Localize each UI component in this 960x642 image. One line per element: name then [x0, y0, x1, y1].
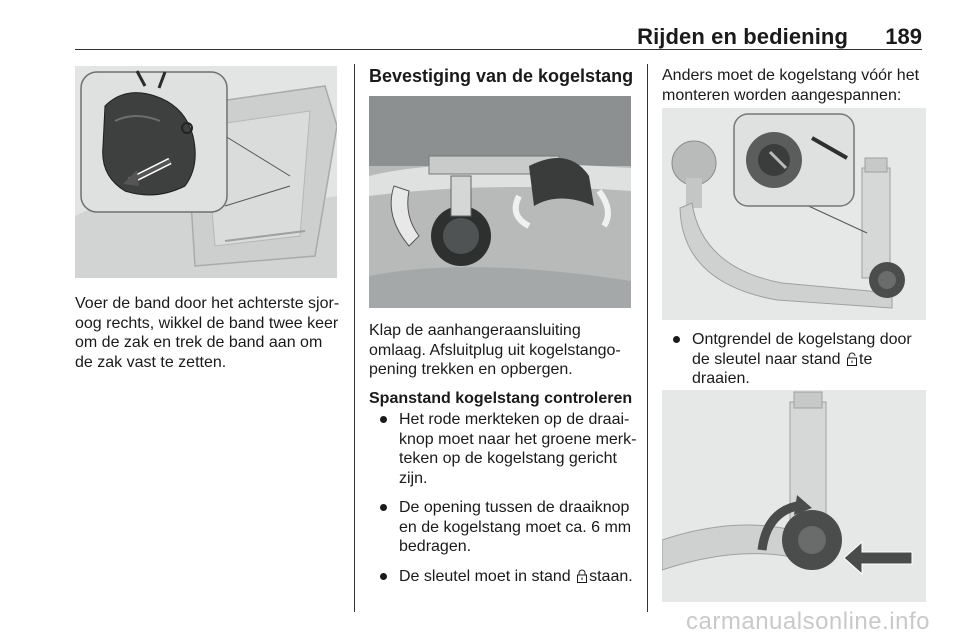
bullet-list-tension-checks [372, 410, 638, 596]
page-number: 189 [885, 24, 922, 49]
page-header-title: Rijden en bediening [637, 24, 848, 49]
paragraph-strap-instructions: Voer de band door het achterste sjor-oog rechts, wikkel de band twee keer om de zak en trek de band aan om de zak vast te zetten. [75, 295, 340, 371]
bullet-dot [380, 504, 387, 511]
bullet-dot [673, 336, 680, 343]
towbar-knob-illustration [662, 390, 926, 602]
bullet-dot [380, 573, 387, 580]
bullet-item-markings: Het rode merkteken op de draai-knop moet naar het groene merk-teken op de kogelstang gericht zijn. [372, 410, 638, 488]
watermark: carmanualsonline.info [686, 608, 930, 635]
figure-trunk-bag-strap [75, 66, 337, 278]
figure-towbar-key [662, 108, 926, 320]
bullet-item-unlock-key: Ontgrendel de kogelstang door de sleutel naar stand te draaien. [665, 330, 931, 389]
bullet-item-gap: De opening tussen de draaiknop en de kogelstang moet ca. 6 mm bedragen. [372, 498, 638, 557]
header-rule [75, 49, 922, 50]
bullet-list-unlock [665, 330, 931, 399]
sub-heading-check-tension: Spanstand kogelstang controleren [369, 390, 633, 407]
figure-trailer-socket [369, 96, 631, 308]
paragraph-fold-socket: Klap de aanhangeraansluiting omlaag. Afsluitplug uit kogelstango-pening trekken en opbergen. [369, 322, 621, 378]
figure-towbar-knob-turn [662, 390, 926, 602]
paragraph-tension-needed: Anders moet de kogelstang vóór het monteren worden aangespannen: [662, 67, 920, 104]
section-heading-towbar-mounting: Bevestiging van de kogelstang [369, 66, 634, 86]
bullet-dot [380, 416, 387, 423]
trunk-illustration [75, 66, 337, 278]
bullet-item-key-position: De sleutel moet in stand staan. [372, 567, 638, 587]
column-divider-right [647, 64, 648, 612]
lock-closed-icon [577, 569, 587, 583]
column-divider-left [354, 64, 355, 612]
trailer-socket-illustration [369, 96, 631, 308]
lock-open-icon [847, 352, 857, 366]
towbar-key-illustration [662, 108, 926, 320]
